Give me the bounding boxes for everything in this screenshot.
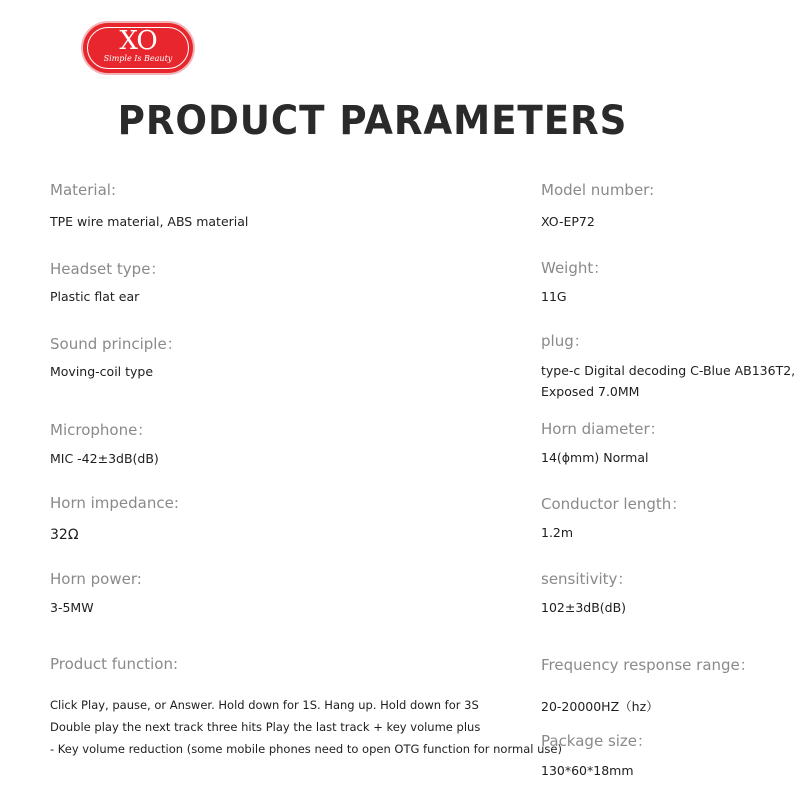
plug-label: plug：: [541, 332, 589, 350]
plug-value-line: type-c Digital decoding C-Blue AB136T2,: [541, 363, 796, 378]
logo-brand-text: XO: [119, 26, 157, 56]
frequency-response-label: Frequency response range：: [541, 656, 755, 674]
material-value: TPE wire material, ABS material: [50, 214, 249, 229]
package-size-label: Package size：: [541, 732, 653, 750]
microphone-label: Microphone：: [50, 421, 153, 439]
sound-principle-value: Moving-coil type: [50, 364, 154, 379]
conductor-length-value: 1.2m: [541, 525, 574, 540]
product-function-line: Double play the next track three hits Play the last track + key volume plus: [50, 720, 481, 734]
microphone-value: MIC -42±3dB(dB): [50, 451, 159, 466]
product-function-line: - Key volume reduction (some mobile phones need to open OTG function for normal use): [50, 742, 562, 756]
horn-power-value: 3-5MW: [50, 600, 94, 615]
material-label: Material:: [50, 181, 116, 199]
weight-label: Weight：: [541, 259, 609, 277]
product-function-line: Click Play, pause, or Answer. Hold down for 1S. Hang up. Hold down for 3S: [50, 698, 479, 712]
horn-diameter-value: 14(ϕmm) Normal: [541, 450, 649, 465]
brand-logo: [83, 23, 193, 73]
product-function-label: Product function:: [50, 655, 179, 673]
horn-impedance-label: Horn impedance:: [50, 494, 179, 512]
logo-tagline: Simple Is Beauty: [103, 54, 173, 63]
horn-diameter-label: Horn diameter：: [541, 420, 665, 438]
weight-value: 11G: [541, 289, 567, 304]
model-number-value: XO-EP72: [541, 214, 595, 229]
page-title: PRODUCT PARAMETERS: [117, 98, 628, 144]
conductor-length-label: Conductor length：: [541, 495, 687, 513]
sound-principle-label: Sound principle：: [50, 335, 182, 353]
plug-value-line: Exposed 7.0MM: [541, 384, 640, 399]
sensitivity-label: sensitivity：: [541, 570, 633, 588]
sensitivity-value: 102±3dB(dB): [541, 600, 627, 615]
horn-power-label: Horn power:: [50, 570, 142, 588]
package-size-value: 130*60*18mm: [541, 763, 634, 778]
frequency-response-value: 20-20000HZ（hz）: [541, 699, 659, 714]
horn-impedance-value: 32Ω: [50, 527, 79, 543]
headset-type-value: Plastic flat ear: [50, 289, 140, 304]
model-number-label: Model number:: [541, 181, 655, 199]
headset-type-label: Headset type：: [50, 260, 166, 278]
